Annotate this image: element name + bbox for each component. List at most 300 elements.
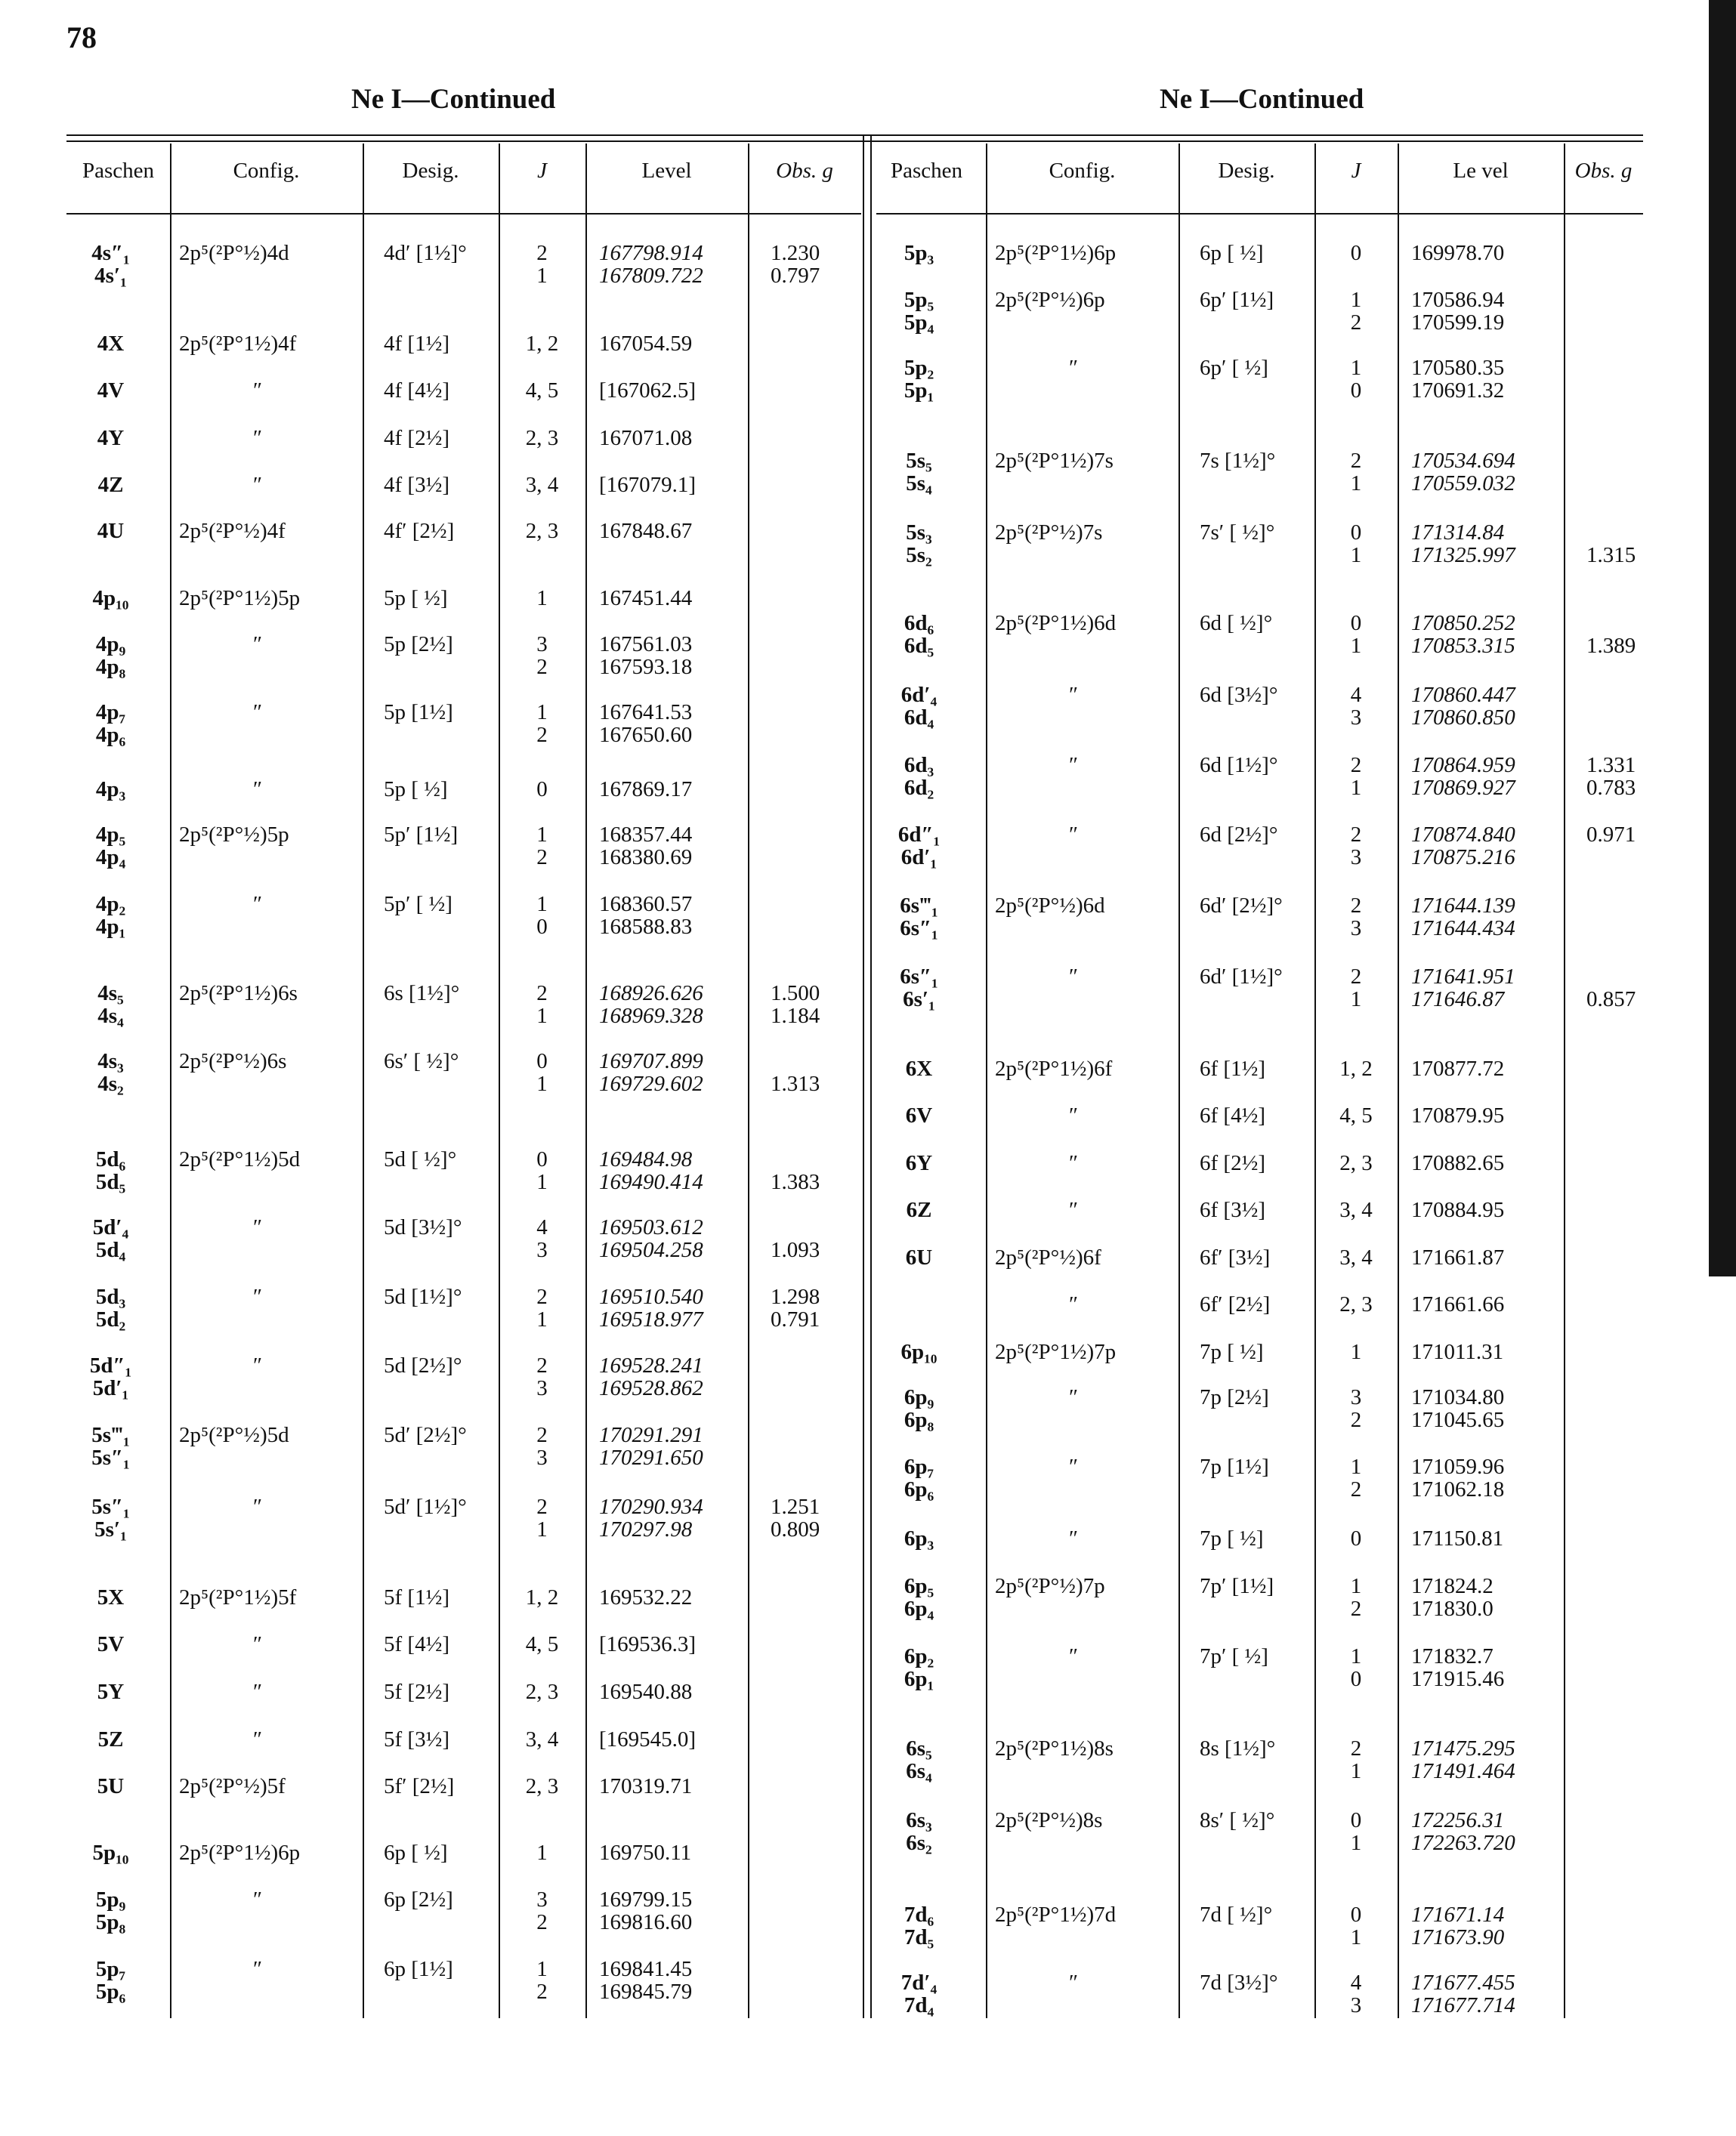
right-row-33-config: 2p⁵(²P°½)7p — [995, 1574, 1105, 1598]
right-row-23-paschen: 6Y — [905, 1151, 933, 1175]
right-row-9-j: 0 — [1350, 611, 1362, 635]
left-row-34-desig: 5f [4½] — [384, 1632, 449, 1656]
left-row-23-level: 169503.612 — [599, 1215, 703, 1239]
left-row-31-level: 170290.934 — [599, 1495, 703, 1519]
left-row-0-desig: 4d′ [1½]° — [384, 241, 467, 265]
right-row-15-desig: 6d [2½]° — [1200, 823, 1278, 847]
right-row-18-level: 171644.434 — [1411, 916, 1515, 940]
left-row-1-level: 167809.722 — [599, 264, 703, 288]
left-row-17-j: 2 — [536, 981, 548, 1005]
left-row-17-paschen: 4s₅ — [97, 981, 124, 1005]
right-row-24-paschen: 6Z — [906, 1198, 932, 1222]
left-row-30-level: 170291.650 — [599, 1446, 703, 1470]
left-row-20-level: 169729.602 — [599, 1072, 703, 1096]
left-row-33-level: 169532.22 — [599, 1585, 693, 1610]
right-row-14-paschen: 6d₂ — [904, 776, 934, 800]
right-row-23-j: 2, 3 — [1339, 1151, 1373, 1175]
right-row-31-level: 171062.18 — [1411, 1477, 1505, 1502]
left-row-7-desig: 5p [ ½] — [384, 586, 448, 610]
left-row-27-j: 2 — [536, 1354, 548, 1378]
left-row-21-paschen: 5d₆ — [95, 1147, 126, 1171]
left-row-26-g: 0.791 — [771, 1307, 820, 1332]
left-row-21-j: 0 — [536, 1147, 548, 1171]
right-header-j: J — [1351, 159, 1361, 183]
left-row-38-desig: 6p [ ½] — [384, 1841, 448, 1865]
left-row-5-desig: 4f [3½] — [384, 473, 449, 497]
left-row-7-paschen: 4p₁₀ — [92, 586, 129, 610]
right-row-3-desig: 6p′ [ ½] — [1200, 356, 1268, 380]
right-row-25-paschen: 6U — [905, 1245, 933, 1270]
left-row-13-config: 2p⁵(²P°½)5p — [179, 823, 289, 847]
left-row-6-desig: 4f′ [2½] — [384, 519, 455, 543]
left-row-23-desig: 5d [3½]° — [384, 1215, 462, 1239]
right-row-43-j: 4 — [1350, 1971, 1362, 1995]
left-row-7-level: 167451.44 — [599, 586, 693, 610]
right-row-22-j: 4, 5 — [1339, 1103, 1373, 1128]
left-row-34-config: ″ — [253, 1632, 263, 1656]
right-row-15-g: 0.971 — [1586, 823, 1636, 847]
right-row-2-j: 2 — [1350, 310, 1362, 335]
right-row-13-paschen: 6d₃ — [904, 753, 934, 777]
right-row-17-level: 171644.139 — [1411, 894, 1515, 918]
right-row-26-level: 171661.66 — [1411, 1292, 1505, 1316]
left-row-39-config: ″ — [253, 1888, 263, 1912]
left-header-g: Obs. g — [776, 159, 833, 183]
left-header-j: J — [537, 159, 547, 183]
right-row-25-level: 171661.87 — [1411, 1245, 1505, 1270]
right-row-17-desig: 6d′ [2½]° — [1200, 894, 1283, 918]
column-divider — [363, 144, 364, 2018]
right-row-6-level: 170559.032 — [1411, 471, 1515, 495]
right-row-11-paschen: 6d′₄ — [900, 683, 938, 707]
left-header-level: Level — [641, 159, 692, 183]
left-row-3-config: ″ — [253, 378, 263, 403]
right-row-35-level: 171832.7 — [1411, 1644, 1494, 1668]
right-row-28-config: ″ — [1069, 1385, 1079, 1409]
right-row-8-paschen: 5s₂ — [906, 543, 932, 567]
left-row-24-paschen: 5d₄ — [95, 1238, 126, 1262]
right-row-7-desig: 7s′ [ ½]° — [1200, 520, 1275, 545]
right-row-0-desig: 6p [ ½] — [1200, 241, 1264, 265]
right-row-6-j: 1 — [1350, 471, 1362, 495]
right-row-41-config: 2p⁵(²P°1½)7d — [995, 1903, 1117, 1927]
left-row-29-desig: 5d′ [2½]° — [384, 1423, 467, 1447]
left-row-1-j: 1 — [536, 264, 548, 288]
left-row-15-level: 168360.57 — [599, 892, 693, 916]
table-rule — [66, 140, 1643, 142]
right-row-41-j: 0 — [1350, 1903, 1362, 1927]
right-row-25-j: 3, 4 — [1339, 1245, 1373, 1270]
right-row-37-desig: 8s [1½]° — [1200, 1736, 1276, 1761]
left-row-34-level: [169536.3] — [599, 1632, 697, 1656]
right-row-19-j: 2 — [1350, 965, 1362, 989]
scan-edge-shadow — [1709, 0, 1736, 1276]
left-row-14-paschen: 4p₄ — [95, 845, 126, 869]
left-row-1-g: 0.797 — [771, 264, 820, 288]
left-row-0-j: 2 — [536, 241, 548, 265]
left-row-17-desig: 6s [1½]° — [384, 981, 460, 1005]
right-row-38-level: 171491.464 — [1411, 1759, 1515, 1783]
right-header-desig: Desig. — [1218, 159, 1275, 183]
right-row-5-j: 2 — [1350, 449, 1362, 473]
right-row-21-config: 2p⁵(²P°1½)6f — [995, 1057, 1113, 1081]
right-row-14-j: 1 — [1350, 776, 1362, 800]
left-row-3-desig: 4f [4½] — [384, 378, 449, 403]
right-row-8-g: 1.315 — [1586, 543, 1636, 567]
right-row-13-j: 2 — [1350, 753, 1362, 777]
left-row-9-level: 167593.18 — [599, 655, 693, 679]
right-row-3-paschen: 5p₂ — [904, 356, 934, 380]
left-row-41-config: ″ — [253, 1957, 263, 1981]
left-row-26-paschen: 5d₂ — [95, 1307, 126, 1332]
left-row-8-j: 3 — [536, 632, 548, 656]
left-row-8-config: ″ — [253, 632, 263, 656]
right-row-18-j: 3 — [1350, 916, 1362, 940]
left-header-desig: Desig. — [402, 159, 459, 183]
right-row-19-desig: 6d′ [1½]° — [1200, 965, 1283, 989]
right-row-39-desig: 8s′ [ ½]° — [1200, 1808, 1275, 1832]
right-row-27-j: 1 — [1350, 1340, 1362, 1364]
left-row-15-j: 1 — [536, 892, 548, 916]
right-row-16-j: 3 — [1350, 845, 1362, 869]
right-row-14-g: 0.783 — [1586, 776, 1636, 800]
right-row-13-config: ″ — [1069, 753, 1079, 777]
left-row-32-j: 1 — [536, 1517, 548, 1542]
right-row-26-config: ″ — [1069, 1292, 1079, 1316]
right-row-34-level: 171830.0 — [1411, 1597, 1494, 1621]
right-row-44-paschen: 7d₄ — [904, 1993, 934, 2017]
right-row-26-desig: 6f′ [2½] — [1200, 1292, 1271, 1316]
right-row-40-paschen: 6s₂ — [906, 1831, 932, 1855]
right-row-9-paschen: 6d₆ — [904, 611, 934, 635]
right-row-24-desig: 6f [3½] — [1200, 1198, 1265, 1222]
right-row-3-j: 1 — [1350, 356, 1362, 380]
column-divider — [1564, 144, 1565, 2018]
right-row-24-config: ″ — [1069, 1198, 1079, 1222]
table-rule — [876, 213, 1643, 215]
left-row-34-j: 4, 5 — [525, 1632, 559, 1656]
left-row-10-desig: 5p [1½] — [384, 700, 453, 724]
left-row-41-level: 169841.45 — [599, 1957, 693, 1981]
left-row-10-config: ″ — [253, 700, 263, 724]
left-row-16-j: 0 — [536, 915, 548, 939]
right-row-22-config: ″ — [1069, 1103, 1079, 1128]
right-row-37-config: 2p⁵(²P°1½)8s — [995, 1736, 1114, 1761]
left-row-4-config: ″ — [253, 426, 263, 450]
right-row-27-paschen: 6p₁₀ — [900, 1340, 938, 1364]
left-row-21-desig: 5d [ ½]° — [384, 1147, 457, 1171]
right-row-30-j: 1 — [1350, 1455, 1362, 1479]
left-row-32-level: 170297.98 — [599, 1517, 693, 1542]
right-row-19-config: ″ — [1069, 965, 1079, 989]
left-row-25-g: 1.298 — [771, 1285, 820, 1309]
right-row-43-desig: 7d [3½]° — [1200, 1971, 1278, 1995]
left-row-19-config: 2p⁵(²P°½)6s — [179, 1049, 287, 1073]
right-row-20-level: 171646.87 — [1411, 987, 1505, 1011]
left-row-14-j: 2 — [536, 845, 548, 869]
left-row-21-config: 2p⁵(²P°1½)5d — [179, 1147, 301, 1171]
column-divider — [585, 144, 587, 2018]
left-row-13-desig: 5p′ [1½] — [384, 823, 459, 847]
right-row-0-j: 0 — [1350, 241, 1362, 265]
left-row-27-desig: 5d [2½]° — [384, 1354, 462, 1378]
right-row-35-paschen: 6p₂ — [904, 1644, 934, 1668]
right-row-15-level: 170874.840 — [1411, 823, 1515, 847]
left-row-16-level: 168588.83 — [599, 915, 693, 939]
right-row-30-config: ″ — [1069, 1455, 1079, 1479]
left-row-41-j: 1 — [536, 1957, 548, 1981]
left-row-5-level: [167079.1] — [599, 473, 697, 497]
left-row-24-j: 3 — [536, 1238, 548, 1262]
right-row-9-desig: 6d [ ½]° — [1200, 611, 1273, 635]
left-row-29-j: 2 — [536, 1423, 548, 1447]
right-row-37-level: 171475.295 — [1411, 1736, 1515, 1761]
right-header-level: Le vel — [1453, 159, 1509, 183]
right-row-32-level: 171150.81 — [1411, 1526, 1504, 1551]
left-row-3-j: 4, 5 — [525, 378, 559, 403]
column-divider — [986, 144, 987, 2018]
right-row-17-j: 2 — [1350, 894, 1362, 918]
right-row-30-paschen: 6p₇ — [904, 1455, 934, 1479]
right-row-20-j: 1 — [1350, 987, 1362, 1011]
right-row-31-j: 2 — [1350, 1477, 1362, 1502]
right-row-36-level: 171915.46 — [1411, 1667, 1505, 1691]
right-row-10-j: 1 — [1350, 634, 1362, 658]
right-row-38-paschen: 6s₄ — [906, 1759, 932, 1783]
left-row-15-paschen: 4p₂ — [95, 892, 126, 916]
right-row-5-level: 170534.694 — [1411, 449, 1515, 473]
left-row-5-j: 3, 4 — [525, 473, 559, 497]
right-row-27-level: 171011.31 — [1411, 1340, 1504, 1364]
left-row-0-config: 2p⁵(²P°½)4d — [179, 241, 289, 265]
left-row-38-paschen: 5p₁₀ — [92, 1841, 129, 1865]
left-row-4-level: 167071.08 — [599, 426, 693, 450]
left-row-31-j: 2 — [536, 1495, 548, 1519]
right-row-4-paschen: 5p₁ — [904, 378, 934, 403]
left-row-18-level: 168969.328 — [599, 1004, 703, 1028]
left-row-37-level: 170319.71 — [599, 1774, 693, 1798]
right-row-39-paschen: 6s₃ — [906, 1808, 932, 1832]
left-row-41-desig: 6p [1½] — [384, 1957, 453, 1981]
left-row-35-paschen: 5Y — [97, 1680, 125, 1704]
right-row-29-level: 171045.65 — [1411, 1408, 1505, 1432]
left-row-22-paschen: 5d₅ — [95, 1170, 126, 1194]
left-row-11-level: 167650.60 — [599, 723, 693, 747]
right-row-5-paschen: 5s₅ — [906, 449, 932, 473]
left-row-19-desig: 6s′ [ ½]° — [384, 1049, 459, 1073]
left-row-17-g: 1.500 — [771, 981, 820, 1005]
left-row-6-j: 2, 3 — [525, 519, 559, 543]
left-row-30-j: 3 — [536, 1446, 548, 1470]
right-row-30-level: 171059.96 — [1411, 1455, 1505, 1479]
right-row-0-config: 2p⁵(²P°1½)6p — [995, 241, 1117, 265]
left-row-3-level: [167062.5] — [599, 378, 697, 403]
right-row-36-j: 0 — [1350, 1667, 1362, 1691]
left-row-12-paschen: 4p₃ — [95, 777, 126, 801]
right-row-40-level: 172263.720 — [1411, 1831, 1515, 1855]
left-row-33-config: 2p⁵(²P°1½)5f — [179, 1585, 297, 1610]
left-row-10-j: 1 — [536, 700, 548, 724]
right-row-43-paschen: 7d′₄ — [900, 1971, 938, 1995]
right-row-32-config: ″ — [1069, 1526, 1079, 1551]
right-row-20-paschen: 6s′₁ — [903, 987, 935, 1011]
right-row-10-level: 170853.315 — [1411, 634, 1515, 658]
left-row-40-j: 2 — [536, 1910, 548, 1934]
right-row-14-level: 170869.927 — [1411, 776, 1515, 800]
left-row-36-config: ″ — [253, 1727, 263, 1752]
left-row-28-j: 3 — [536, 1376, 548, 1400]
left-row-40-level: 169816.60 — [599, 1910, 693, 1934]
right-row-44-j: 3 — [1350, 1993, 1362, 2017]
right-row-28-level: 171034.80 — [1411, 1385, 1505, 1409]
left-row-24-level: 169504.258 — [599, 1238, 703, 1262]
right-row-20-g: 0.857 — [1586, 987, 1636, 1011]
left-row-12-config: ″ — [253, 777, 263, 801]
left-row-17-config: 2p⁵(²P°1½)6s — [179, 981, 298, 1005]
right-row-39-j: 0 — [1350, 1808, 1362, 1832]
left-row-32-paschen: 5s′₁ — [94, 1517, 127, 1542]
right-row-22-level: 170879.95 — [1411, 1103, 1505, 1128]
right-row-21-desig: 6f [1½] — [1200, 1057, 1265, 1081]
left-row-9-j: 2 — [536, 655, 548, 679]
right-row-34-j: 2 — [1350, 1597, 1362, 1621]
left-row-42-level: 169845.79 — [599, 1980, 693, 2004]
left-row-8-desig: 5p [2½] — [384, 632, 453, 656]
left-row-21-level: 169484.98 — [599, 1147, 693, 1171]
left-row-31-g: 1.251 — [771, 1495, 820, 1519]
left-row-7-config: 2p⁵(²P°1½)5p — [179, 586, 301, 610]
right-row-30-desig: 7p [1½] — [1200, 1455, 1269, 1479]
right-row-33-paschen: 6p₅ — [904, 1574, 934, 1598]
left-row-15-config: ″ — [253, 892, 263, 916]
left-row-33-paschen: 5X — [97, 1585, 125, 1610]
column-divider — [1178, 144, 1180, 2018]
right-row-5-desig: 7s [1½]° — [1200, 449, 1276, 473]
right-row-3-config: ″ — [1069, 356, 1079, 380]
right-row-31-paschen: 6p₆ — [904, 1477, 934, 1502]
left-row-25-config: ″ — [253, 1285, 263, 1309]
right-row-12-paschen: 6d₄ — [904, 705, 934, 730]
right-row-23-desig: 6f [2½] — [1200, 1151, 1265, 1175]
right-row-13-g: 1.331 — [1586, 753, 1636, 777]
right-row-2-level: 170599.19 — [1411, 310, 1505, 335]
left-row-25-paschen: 5d₃ — [95, 1285, 126, 1309]
left-row-2-desig: 4f [1½] — [384, 332, 449, 356]
left-header-config: Config. — [233, 159, 300, 183]
right-row-21-paschen: 6X — [905, 1057, 933, 1081]
left-row-19-paschen: 4s₃ — [97, 1049, 124, 1073]
left-row-11-paschen: 4p₆ — [95, 723, 126, 747]
right-row-12-j: 3 — [1350, 705, 1362, 730]
right-row-42-level: 171673.90 — [1411, 1925, 1505, 1949]
left-row-12-j: 0 — [536, 777, 548, 801]
right-row-25-desig: 6f′ [3½] — [1200, 1245, 1271, 1270]
left-row-27-config: ″ — [253, 1354, 263, 1378]
right-row-23-level: 170882.65 — [1411, 1151, 1505, 1175]
left-row-1-paschen: 4s′₁ — [94, 264, 127, 288]
right-row-0-paschen: 5p₃ — [904, 241, 934, 265]
right-row-26-j: 2, 3 — [1339, 1292, 1373, 1316]
left-row-2-config: 2p⁵(²P°1½)4f — [179, 332, 297, 356]
left-row-42-paschen: 5p₆ — [95, 1980, 126, 2004]
left-row-29-paschen: 5s‴₁ — [91, 1423, 130, 1447]
right-row-42-paschen: 7d₅ — [904, 1925, 934, 1949]
right-row-27-config: 2p⁵(²P°1½)7p — [995, 1340, 1117, 1364]
left-row-26-j: 1 — [536, 1307, 548, 1332]
left-row-24-g: 1.093 — [771, 1238, 820, 1262]
left-row-8-level: 167561.03 — [599, 632, 693, 656]
right-row-11-config: ″ — [1069, 683, 1079, 707]
right-row-33-level: 171824.2 — [1411, 1574, 1494, 1598]
right-row-27-desig: 7p [ ½] — [1200, 1340, 1264, 1364]
left-row-23-config: ″ — [253, 1215, 263, 1239]
right-row-15-config: ″ — [1069, 823, 1079, 847]
left-row-27-paschen: 5d″₁ — [89, 1354, 132, 1378]
left-row-35-config: ″ — [253, 1680, 263, 1704]
left-row-35-level: 169540.88 — [599, 1680, 693, 1704]
left-row-13-paschen: 4p₅ — [95, 823, 126, 847]
left-row-31-paschen: 5s″₁ — [91, 1495, 130, 1519]
left-row-25-level: 169510.540 — [599, 1285, 703, 1309]
right-row-9-level: 170850.252 — [1411, 611, 1515, 635]
right-row-35-desig: 7p′ [ ½] — [1200, 1644, 1268, 1668]
left-row-35-j: 2, 3 — [525, 1680, 559, 1704]
right-row-41-paschen: 7d₆ — [904, 1903, 934, 1927]
left-row-39-j: 3 — [536, 1888, 548, 1912]
left-row-6-paschen: 4U — [97, 519, 125, 543]
right-row-16-paschen: 6d′₁ — [900, 845, 938, 869]
right-row-33-desig: 7p′ [1½] — [1200, 1574, 1274, 1598]
left-row-12-desig: 5p [ ½] — [384, 777, 448, 801]
right-row-22-desig: 6f [4½] — [1200, 1103, 1265, 1128]
right-row-41-desig: 7d [ ½]° — [1200, 1903, 1273, 1927]
right-row-8-level: 171325.997 — [1411, 543, 1515, 567]
left-row-20-paschen: 4s₂ — [97, 1072, 124, 1096]
left-row-4-paschen: 4Y — [97, 426, 125, 450]
right-row-32-desig: 7p [ ½] — [1200, 1526, 1264, 1551]
left-row-22-j: 1 — [536, 1170, 548, 1194]
center-divider — [863, 134, 864, 2018]
left-row-23-j: 4 — [536, 1215, 548, 1239]
left-row-37-config: 2p⁵(²P°½)5f — [179, 1774, 286, 1798]
left-row-41-paschen: 5p₇ — [95, 1957, 126, 1981]
left-row-6-level: 167848.67 — [599, 519, 693, 543]
left-row-30-paschen: 5s″₁ — [91, 1446, 130, 1470]
right-row-29-paschen: 6p₈ — [904, 1408, 934, 1432]
left-header-paschen: Paschen — [82, 159, 155, 183]
right-row-2-paschen: 5p₄ — [904, 310, 934, 335]
right-row-1-desig: 6p′ [1½] — [1200, 288, 1274, 312]
left-row-39-paschen: 5p₉ — [95, 1888, 126, 1912]
right-row-12-level: 170860.850 — [1411, 705, 1515, 730]
right-row-9-config: 2p⁵(²P°1½)6d — [995, 611, 1117, 635]
right-row-8-j: 1 — [1350, 543, 1362, 567]
right-row-24-level: 170884.95 — [1411, 1198, 1505, 1222]
right-row-1-j: 1 — [1350, 288, 1362, 312]
right-row-15-paschen: 6d″₁ — [897, 823, 941, 847]
right-row-21-level: 170877.72 — [1411, 1057, 1505, 1081]
left-row-18-j: 1 — [536, 1004, 548, 1028]
left-row-0-level: 167798.914 — [599, 241, 703, 265]
left-row-28-level: 169528.862 — [599, 1376, 703, 1400]
right-row-43-config: ″ — [1069, 1971, 1079, 1995]
right-row-36-paschen: 6p₁ — [904, 1667, 934, 1691]
left-row-4-j: 2, 3 — [525, 426, 559, 450]
right-row-13-desig: 6d [1½]° — [1200, 753, 1278, 777]
right-row-7-j: 0 — [1350, 520, 1362, 545]
right-row-40-j: 1 — [1350, 1831, 1362, 1855]
right-row-24-j: 3, 4 — [1339, 1198, 1373, 1222]
